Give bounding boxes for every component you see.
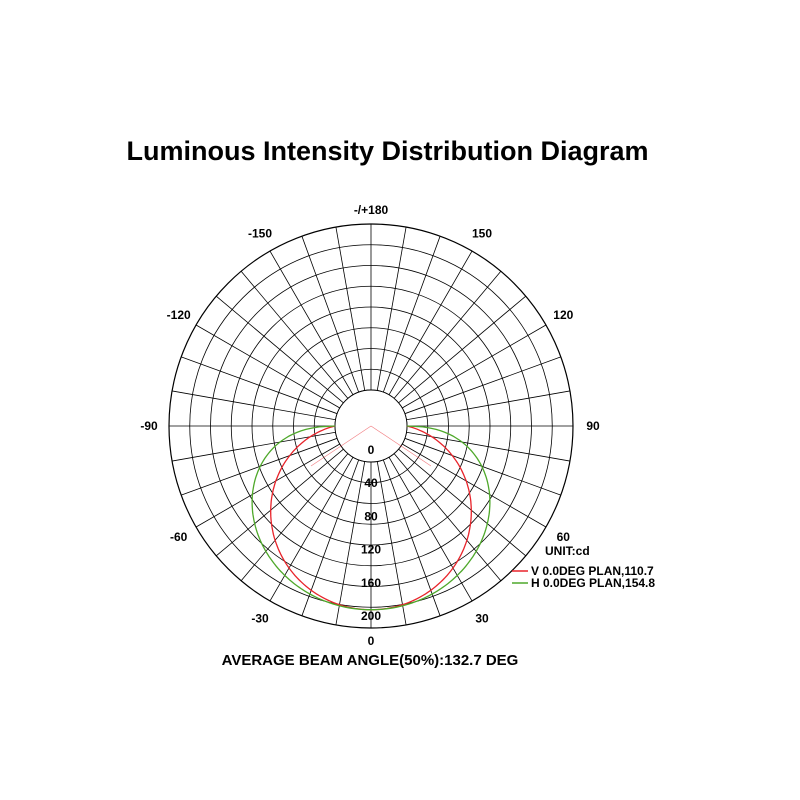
radial-label: 80 (364, 509, 378, 524)
angle-label: -120 (166, 308, 191, 322)
radial-label: 40 (364, 476, 378, 491)
legend-label-h: H 0.0DEG PLAN,154.8 (531, 576, 656, 590)
grid-spoke (302, 460, 359, 616)
chart-title: Luminous Intensity Distribution Diagram (126, 136, 649, 166)
legend (512, 544, 655, 590)
angle-label: -150 (247, 226, 273, 241)
angle-label: 60 (556, 530, 570, 544)
grid-spoke (270, 457, 353, 601)
grid-spoke (216, 449, 343, 556)
grid-spoke (399, 449, 526, 556)
angle-label: -30 (251, 611, 269, 626)
angle-label: 150 (471, 226, 493, 241)
grid-spoke (399, 296, 526, 403)
angle-label: 120 (553, 308, 574, 322)
angle-label: 90 (586, 419, 600, 433)
grid-spoke (216, 296, 343, 403)
beam-angle-caption: AVERAGE BEAM ANGLE(50%):132.7 DEG (221, 652, 519, 669)
grid-spoke (181, 438, 337, 495)
grid-spoke (405, 438, 561, 495)
angle-label: -/+180 (353, 203, 389, 217)
grid-spoke (383, 236, 440, 392)
angle-label: 30 (475, 611, 489, 626)
grid-spoke (196, 325, 340, 408)
radial-label: 120 (360, 542, 382, 557)
grid-spoke (383, 460, 440, 616)
grid-spoke (406, 391, 569, 420)
radial-label: 0 (367, 443, 375, 457)
grid-spoke (196, 444, 340, 527)
grid-spoke (405, 357, 561, 414)
angle-label: -90 (140, 419, 158, 433)
angle-label: -60 (170, 530, 188, 544)
grid-spoke (377, 227, 406, 390)
grid-spoke (402, 444, 546, 527)
radial-label: 160 (360, 575, 382, 590)
grid-spoke (394, 271, 501, 398)
grid-spoke (302, 236, 359, 392)
angle-label: 0 (367, 634, 375, 648)
grid-spoke (181, 357, 337, 414)
radial-label: 200 (360, 609, 382, 623)
grid-spoke (377, 461, 406, 624)
grid-spoke (402, 325, 546, 408)
grid-spoke (241, 271, 348, 398)
unit-label: UNIT:cd (545, 544, 590, 558)
grid-spoke (172, 391, 335, 420)
legend-label-v: V 0.0DEG PLAN,110.7 (531, 564, 654, 578)
grid-spoke (389, 251, 472, 395)
grid-spoke (389, 457, 472, 601)
grid-spoke (270, 251, 353, 395)
grid-spoke (336, 227, 365, 390)
